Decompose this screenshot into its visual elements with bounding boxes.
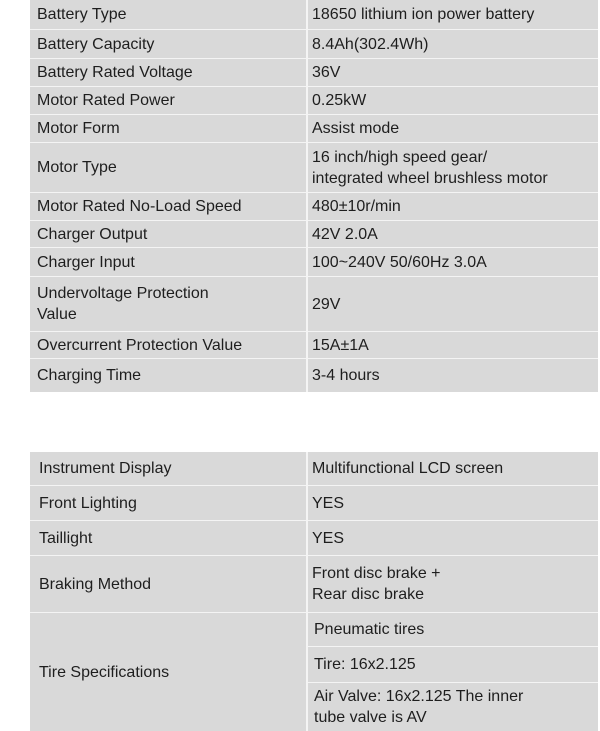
table-row [30, 613, 598, 731]
table-row [30, 30, 598, 59]
spec-label: Battery Type [37, 6, 127, 23]
spec-value: 3-4 hours [312, 367, 380, 384]
spec-label: Motor Type [37, 159, 117, 176]
spec-label: Instrument Display [39, 460, 172, 477]
spec-label: Motor Form [37, 120, 120, 137]
spec-value-line: integrated wheel brushless motor [312, 169, 548, 187]
spec-value-line: Air Valve: 16x2.125 The inner [314, 688, 524, 705]
spec-label: Charging Time [37, 367, 142, 384]
spec-value [312, 143, 596, 192]
table-row [30, 521, 598, 556]
table-row [30, 143, 598, 193]
features-specs-table [30, 452, 598, 731]
table-row [30, 486, 598, 521]
spec-value: 8.4Ah(302.4Wh) [312, 35, 429, 53]
spec-label: Battery Capacity [37, 35, 155, 53]
spec-label-line: Value [37, 306, 77, 323]
spec-value: 29V [312, 295, 341, 313]
table-row [30, 277, 598, 332]
electrical-specs-table [30, 0, 598, 392]
table-row [30, 0, 598, 30]
table-row [30, 359, 598, 392]
spec-value: 36V [312, 64, 341, 81]
spec-label: Overcurrent Protection Value [37, 336, 243, 354]
table-row [30, 59, 598, 87]
spec-value-line: Front disc brake + [312, 565, 441, 582]
spec-value [306, 683, 598, 731]
spec-value [312, 556, 596, 612]
spec-value: Multifunctional LCD screen [312, 460, 504, 477]
spec-label [37, 277, 307, 331]
spec-label-line: Undervoltage Protection [37, 285, 209, 302]
spec-value: 42V 2.0A [312, 225, 378, 243]
spec-value: 18650 lithium ion power battery [312, 6, 535, 23]
spec-value-line: 16 inch/high speed gear/ [312, 148, 488, 166]
table-row [30, 556, 598, 613]
spec-value: YES [312, 529, 345, 547]
spec-value: 0.25kW [312, 92, 367, 109]
spec-label: Charger Input [37, 253, 135, 271]
table-row [30, 115, 598, 143]
spec-label: Taillight [39, 529, 93, 547]
spec-value: Assist mode [312, 120, 400, 137]
spec-value-line: Rear disc brake [312, 586, 425, 603]
spec-value-stack [306, 613, 598, 731]
table-row [30, 221, 598, 248]
spec-label: Tire Specifications [39, 663, 170, 681]
table-row [30, 332, 598, 359]
spec-value-line: tube valve is AV [314, 709, 427, 726]
table-row [30, 87, 598, 115]
table-row [30, 248, 598, 277]
spec-value: 100~240V 50/60Hz 3.0A [312, 253, 487, 271]
spec-label: Motor Rated Power [37, 92, 175, 109]
table-row [30, 193, 598, 221]
table-row [30, 452, 598, 486]
spec-label: Charger Output [37, 225, 148, 243]
spec-value: 15A±1A [312, 336, 369, 354]
spec-label: Motor Rated No-Load Speed [37, 198, 242, 215]
spec-value: Tire: 16x2.125 [306, 647, 598, 683]
spec-value: 480±10r/min [312, 198, 401, 215]
spec-value: Pneumatic tires [306, 613, 598, 647]
spec-label: Braking Method [39, 575, 152, 593]
spec-label: Front Lighting [39, 494, 137, 512]
spec-value: YES [312, 494, 345, 512]
spec-label: Battery Rated Voltage [37, 64, 193, 81]
